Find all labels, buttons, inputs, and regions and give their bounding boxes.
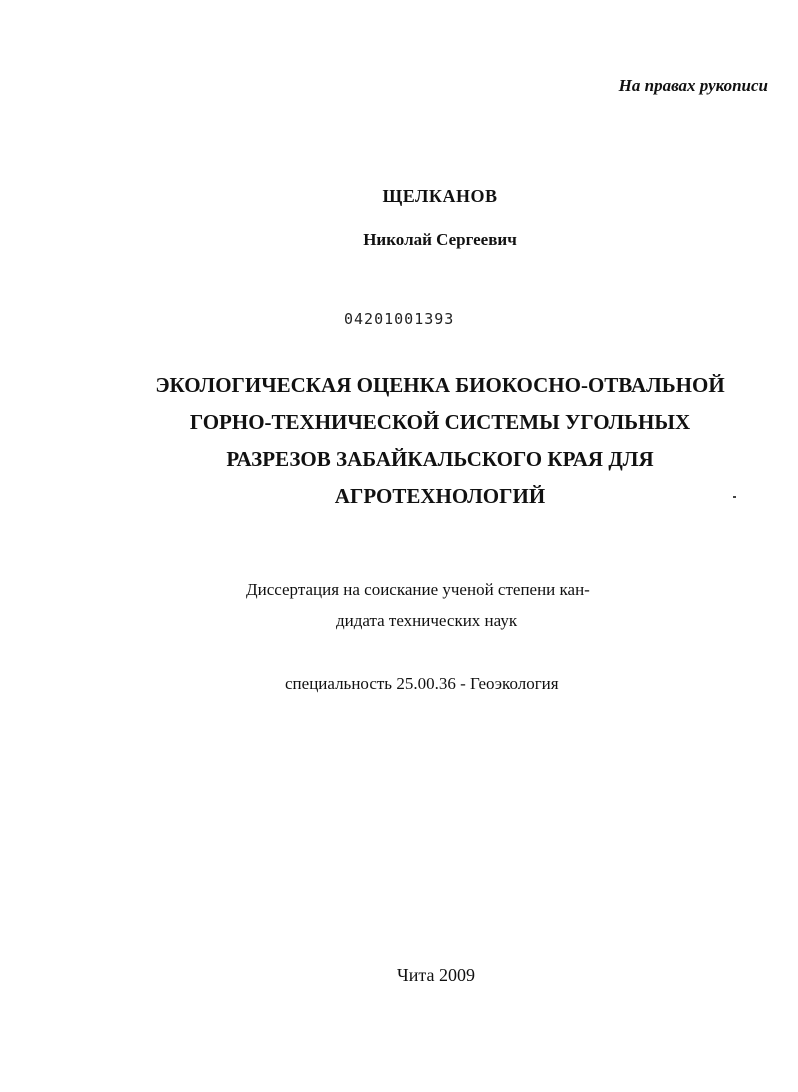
title-line-2: ГОРНО-ТЕХНИЧЕСКОЙ СИСТЕМЫ УГОЛЬНЫХ	[189, 410, 691, 434]
author-given-names: Николай Сергеевич	[363, 230, 517, 249]
scan-speck	[733, 496, 736, 498]
city-year: Чита 2009	[397, 965, 475, 985]
degree-line-1: Диссертация на соискание ученой степени кан-	[246, 580, 590, 599]
title-line-3: РАЗРЕЗОВ ЗАБАЙКАЛЬСКОГО КРАЯ ДЛЯ	[226, 447, 654, 471]
author-surname: ЩЕЛКАНОВ	[382, 186, 498, 206]
dissertation-title	[120, 367, 760, 515]
title-line-1: ЭКОЛОГИЧЕСКАЯ ОЦЕНКА БИОКОСНО-ОТВАЛЬНОЙ	[155, 373, 725, 397]
rights-note: На правах рукописи	[618, 76, 768, 95]
degree-line-2: дидата технических наук	[336, 611, 518, 630]
catalog-code-stamp: 04201001393	[344, 310, 455, 328]
title-line-4: АГРОТЕХНОЛОГИЙ	[334, 484, 546, 508]
specialty-line: специальность 25.00.36 - Геоэкология	[285, 674, 559, 693]
